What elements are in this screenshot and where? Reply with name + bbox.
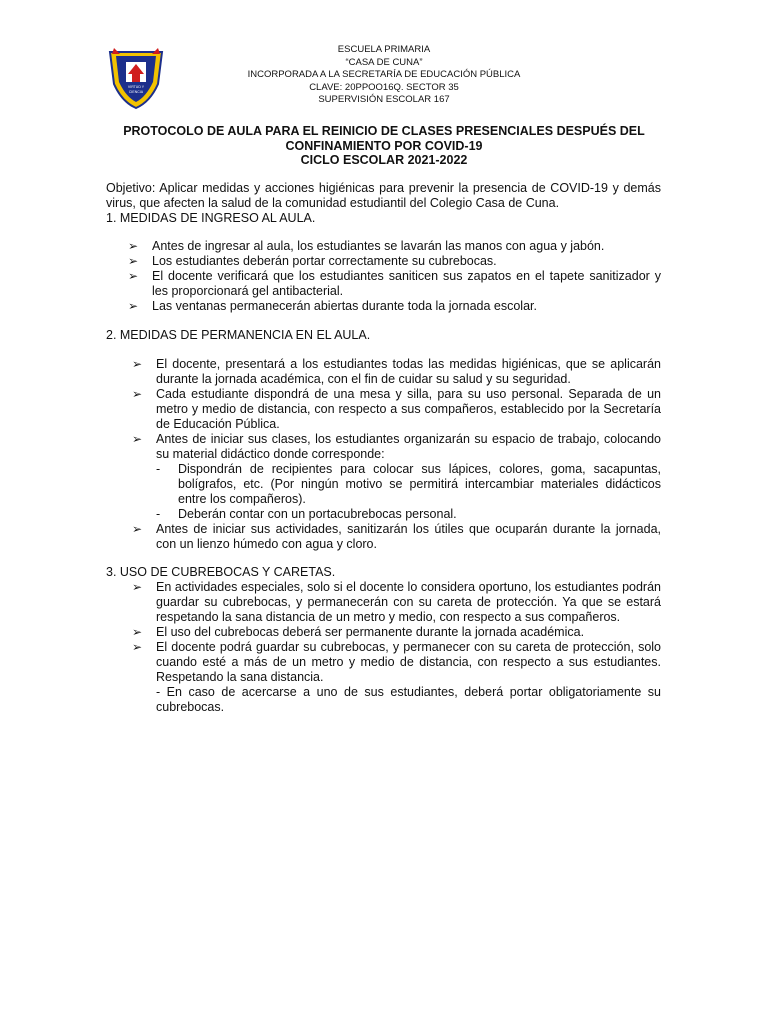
arrow-bullet-icon: ➢ xyxy=(132,640,143,654)
header-line-incorporation: INCORPORADA A LA SECRETARÍA DE EDUCACIÓN PÚBLICA xyxy=(247,69,521,80)
sub-list-item: - Deberán contar con un portacubrebocas personal. xyxy=(156,507,457,521)
arrow-bullet-icon: ➢ xyxy=(128,269,139,283)
title-line-1: PROTOCOLO DE AULA PARA EL REINICIO DE CLASES PRESENCIALES DESPUÉS DEL xyxy=(123,124,645,138)
title-line-2: CONFINAMIENTO POR COVID-19 xyxy=(285,138,483,153)
arrow-bullet-icon: ➢ xyxy=(128,254,139,268)
arrow-bullet-icon: ➢ xyxy=(128,299,139,313)
list-item: ➢ El docente verificará que los estudiantes saniticen sus zapatos en el tapete sanitizador y les proporcionará gel antibacterial. xyxy=(128,269,661,298)
section-3-heading: 3. USO DE CUBREBOCAS Y CARETAS. xyxy=(106,565,336,579)
section-2-heading: 2. MEDIDAS DE PERMANENCIA EN EL AULA. xyxy=(106,328,371,342)
list-item: ➢ Antes de iniciar sus clases, los estudiantes organizarán su espacio de trabajo, colocando su material didáctico donde corresponde: - Dispondrán de recipientes para colocar sus lápices, colores, goma, sacapuntas, bolígrafos, etc. (Por ningún motivo se permitirá intercambiar materiales didácticos entre los compañeros). - Deberán contar con un portacubrebocas personal. xyxy=(132,432,661,521)
document-body xyxy=(106,181,661,715)
section-3-list xyxy=(132,580,661,715)
arrow-bullet-icon: ➢ xyxy=(132,357,143,371)
section-2-sublist xyxy=(156,462,661,522)
section-1-heading: 1. MEDIDAS DE INGRESO AL AULA. xyxy=(106,211,316,225)
arrow-bullet-icon: ➢ xyxy=(132,580,143,594)
list-item: ➢ Antes de iniciar sus actividades, sanitizarán los útiles que ocuparán durante la jornada, con un lienzo húmedo con agua y cloro. xyxy=(132,522,661,551)
section-1-list xyxy=(128,239,661,314)
section-3-note: - En caso de acercarse a uno de sus estudiantes, deberá portar obligatoriamente su cubrebocas. xyxy=(156,685,661,714)
arrow-bullet-icon: ➢ xyxy=(132,432,143,446)
list-item: ➢ Las ventanas permanecerán abiertas durante toda la jornada escolar. xyxy=(128,299,537,313)
header-line-school: ESCUELA PRIMARIA xyxy=(337,44,431,55)
header-line-supervision: SUPERVISIÓN ESCOLAR 167 xyxy=(318,94,450,105)
list-item: ➢ El docente podrá guardar su cubrebocas, y permanecer con su careta de protección, solo cuando esté a más de un metro y medio de distancia, con respecto a sus estudiantes. Respetando la sana distancia. - En caso de acercarse a uno de sus estudiantes, deberá portar obligatoriamente su cubrebocas. xyxy=(132,640,661,714)
arrow-bullet-icon: ➢ xyxy=(132,625,143,639)
list-item: ➢ Los estudiantes deberán portar correctamente su cubrebocas. xyxy=(128,254,497,268)
arrow-bullet-icon: ➢ xyxy=(128,239,139,253)
list-item: ➢ En actividades especiales, solo si el docente lo considera oportuno, los estudiantes podrán guardar su cubrebocas, y permanecerán con su careta de protección. Ya que se estará respetando la sana distancia de un metro y medio, con respecto a sus compañeros. xyxy=(132,580,661,624)
svg-text:CIENCIA: CIENCIA xyxy=(128,90,144,94)
list-item: ➢ El docente, presentará a los estudiantes todas las medidas higiénicas, que se aplicarán durante la jornada académica, con el fin de cuidar su salud y su seguridad. xyxy=(132,357,661,386)
section-2-list xyxy=(132,357,661,552)
header-line-key: CLAVE: 20PPOO16Q. SECTOR 35 xyxy=(309,81,459,93)
list-item: ➢ Antes de ingresar al aula, los estudiantes se lavarán las manos con agua y jabón. xyxy=(128,239,605,253)
list-item: ➢ Cada estudiante dispondrá de una mesa y silla, para su uso personal. Separada de un metro y medio de distancia, con respecto a sus compañeros, establecido por la Secretaría de Educación Pública. xyxy=(132,387,661,431)
school-header xyxy=(0,44,768,107)
list-item: ➢ El uso del cubrebocas deberá ser permanente durante la jornada académica. xyxy=(132,625,585,639)
svg-text:VIRTUD Y: VIRTUD Y xyxy=(127,85,145,89)
objective-paragraph: Objetivo: Aplicar medidas y acciones higiénicas para prevenir la presencia de COVID-19 y demás virus, que afecten la salud de la comunidad estudiantil del Colegio Casa de Cuna. xyxy=(106,181,661,210)
arrow-bullet-icon: ➢ xyxy=(132,387,143,401)
sub-list-item: - Dispondrán de recipientes para colocar sus lápices, colores, goma, sacapuntas, bolígrafos, etc. (Por ningún motivo se permitirá intercambiar materiales didácticos entre los compañeros). xyxy=(156,462,661,506)
document-title xyxy=(100,124,668,168)
header-line-name: “CASA DE CUNA” xyxy=(345,56,423,68)
arrow-bullet-icon: ➢ xyxy=(132,522,143,536)
title-line-3: CICLO ESCOLAR 2021-2022 xyxy=(300,153,468,167)
